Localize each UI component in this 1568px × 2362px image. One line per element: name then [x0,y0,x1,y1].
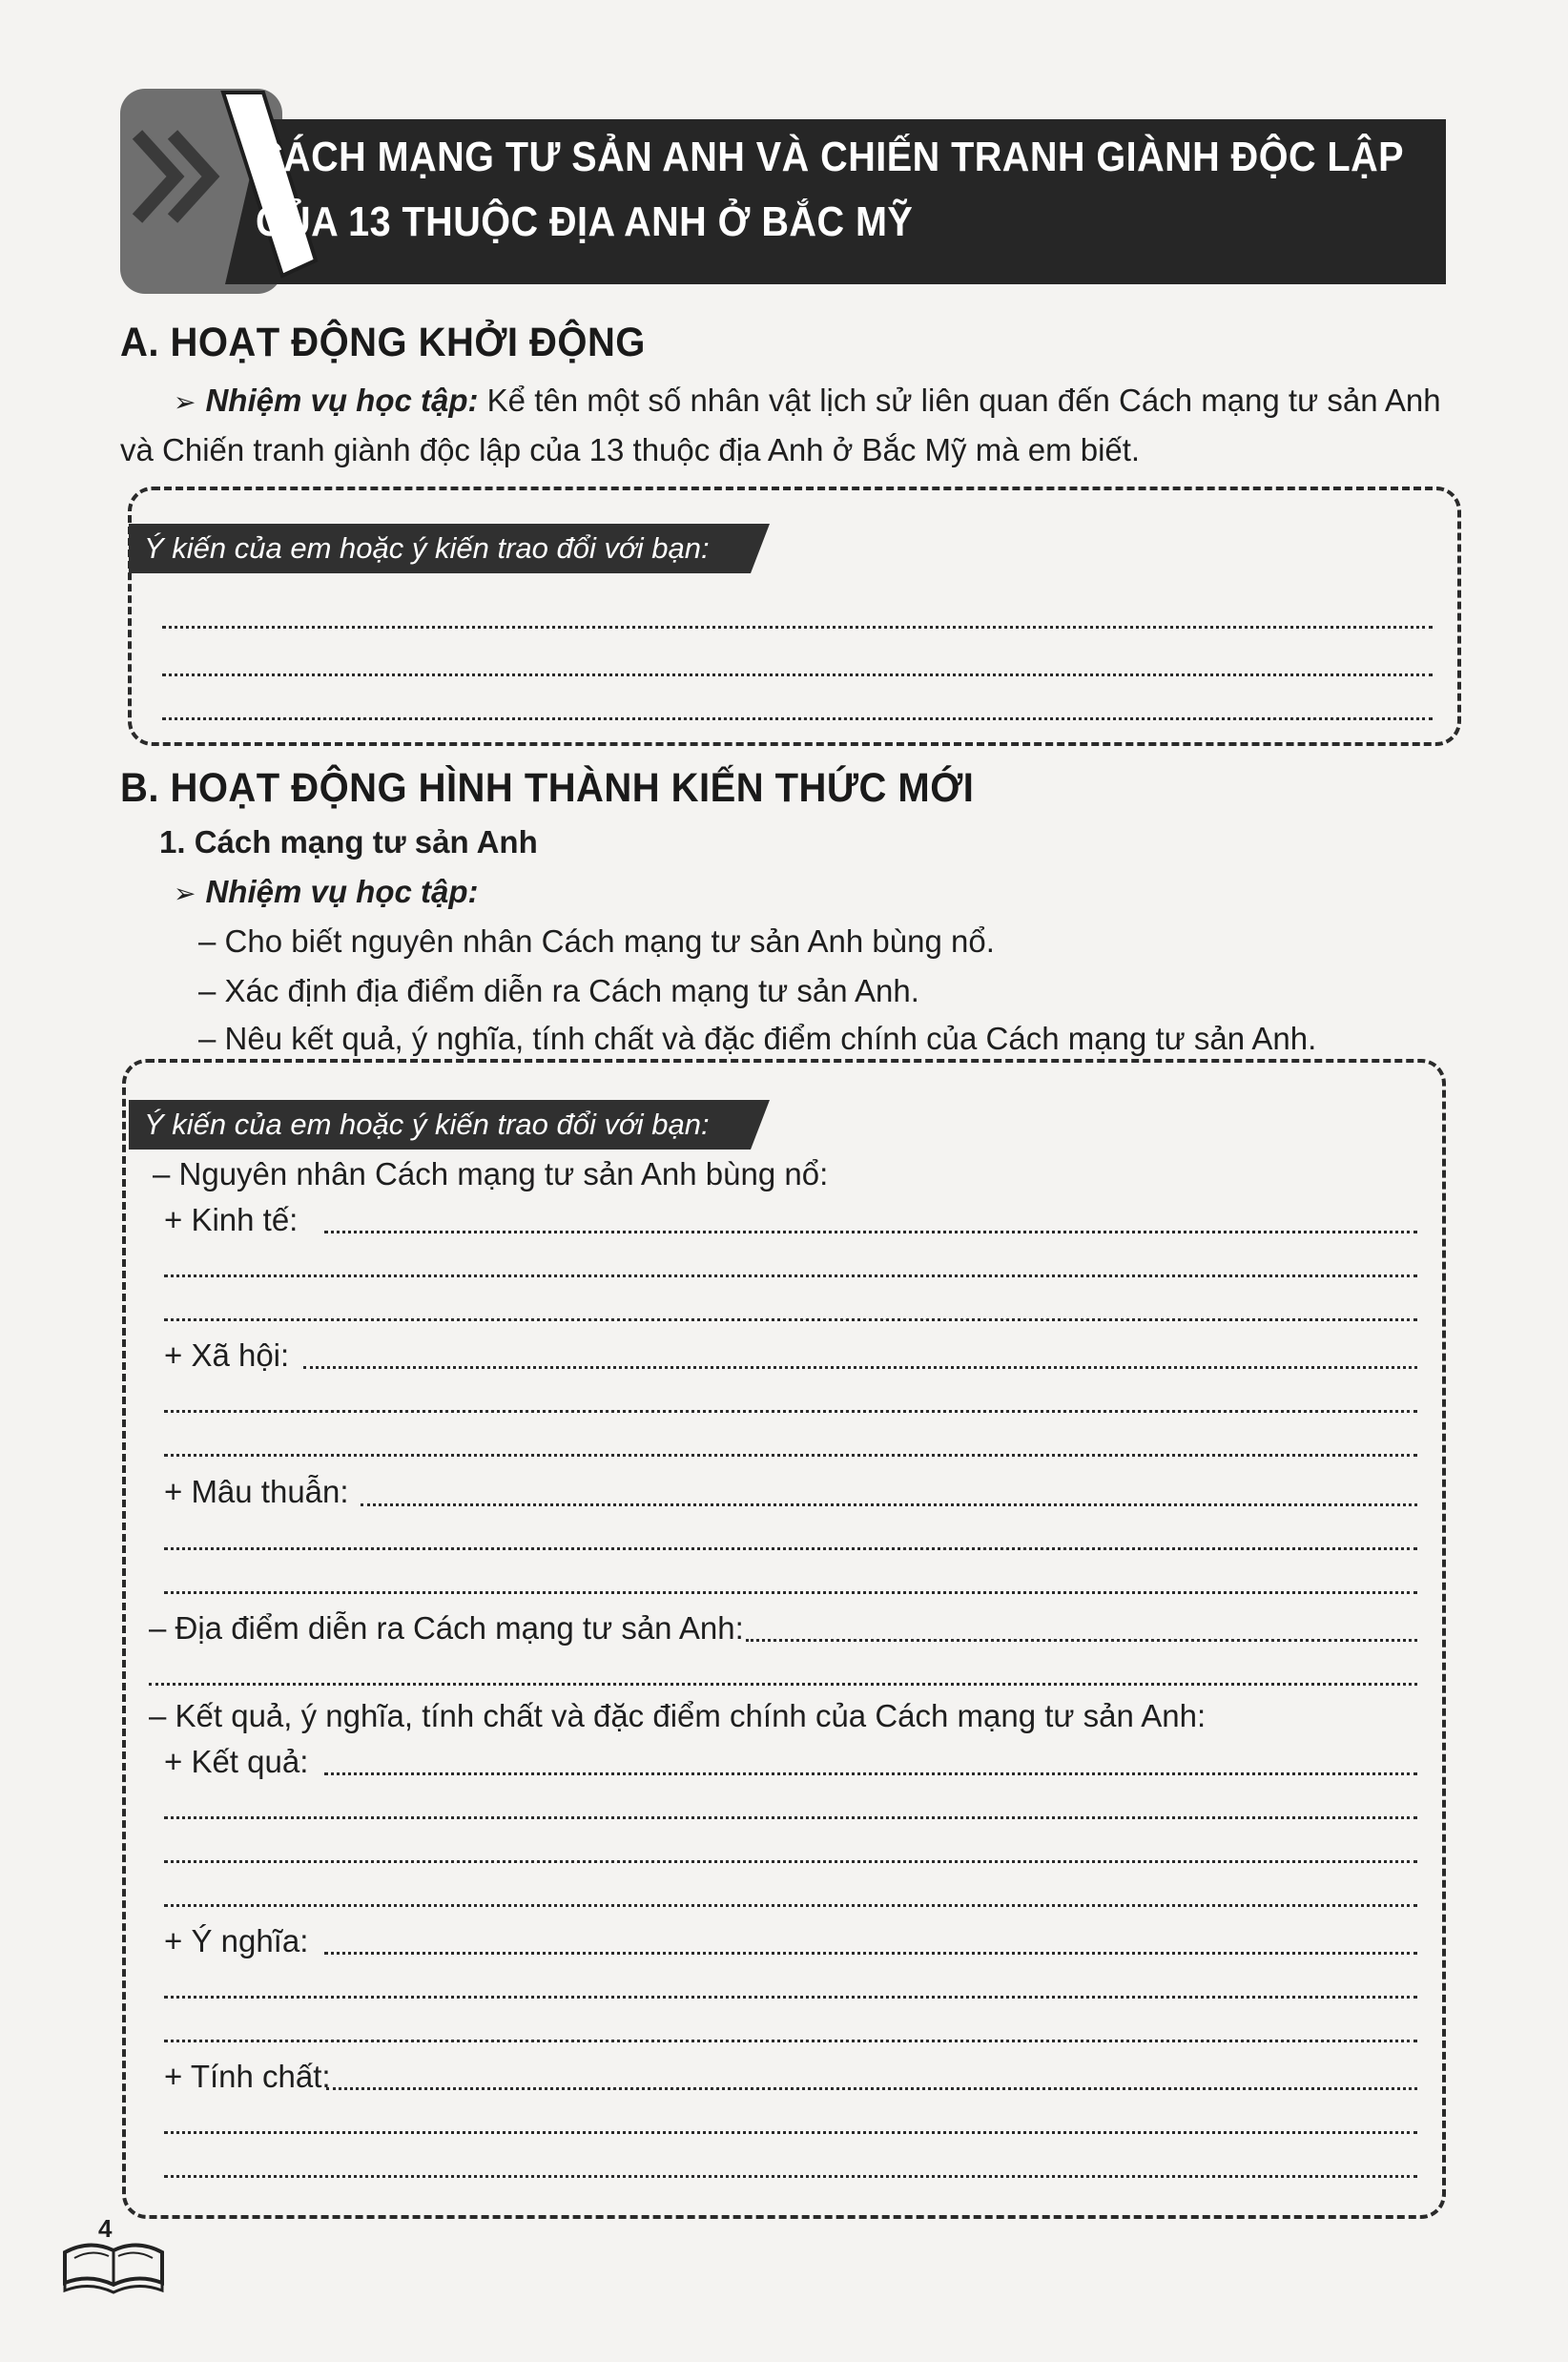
answer-line[interactable] [164,1318,1417,1321]
arrow-bullet-icon: ➢ [174,879,196,908]
answer-line[interactable] [164,1996,1417,1999]
answer-line[interactable] [164,1860,1417,1863]
result-prompt: + Kết quả: [164,1744,309,1779]
answer-box-b-label [129,1100,770,1150]
answer-line[interactable] [164,1816,1417,1819]
conflict-prompt: + Mâu thuẫn: [164,1474,349,1509]
task-text: Kể tên một số nhân vật lịch sử liên quan đến Cách mạng tư sản Anh [486,383,1441,418]
section-a-heading: A. HOẠT ĐỘNG KHỞI ĐỘNG [120,320,646,365]
open-book-icon [61,2235,166,2299]
answer-line[interactable] [746,1639,1417,1642]
answer-line[interactable] [164,1454,1417,1457]
nature-prompt: + Tính chất: [164,2059,331,2094]
answer-line[interactable] [303,1366,1417,1369]
page-number: 4 [98,2214,113,2243]
section-b-task-label [174,868,479,918]
location-prompt: – Địa điểm diễn ra Cách mạng tư sản Anh: [149,1610,744,1646]
task-item: – Xác định địa điểm diễn ra Cách mạng tư sản Anh. [198,973,919,1008]
cause-prompt: – Nguyên nhân Cách mạng tư sản Anh bùng nổ: [153,1156,829,1191]
answer-line[interactable] [324,1952,1417,1955]
answer-box-label-text: Ý kiến của em hoặc ý kiến trao đổi với bạn: [144,1108,710,1141]
society-prompt: + Xã hội: [164,1337,290,1373]
answer-line[interactable] [164,2175,1417,2178]
results-prompt: – Kết quả, ý nghĩa, tính chất và đặc điểm chính của Cách mạng tư sản Anh: [149,1698,1207,1733]
task-label: Nhiệm vụ học tập: [205,383,479,418]
answer-line[interactable] [164,1274,1417,1277]
task-item: – Cho biết nguyên nhân Cách mạng tư sản Anh bùng nổ. [198,923,995,959]
answer-line[interactable] [164,1410,1417,1413]
section-a-task-line-1 [174,377,1441,426]
answer-line[interactable] [324,1772,1417,1775]
answer-line[interactable] [162,717,1433,720]
economy-prompt: + Kinh tế: [164,1202,299,1237]
task-item: – Nêu kết quả, ý nghĩa, tính chất và đặc điểm chính của Cách mạng tư sản Anh. [198,1021,1317,1056]
answer-box-label-text: Ý kiến của em hoặc ý kiến trao đổi với bạn: [144,531,710,565]
task-label: Nhiệm vụ học tập: [205,874,479,909]
answer-line[interactable] [164,2131,1417,2134]
title-banner [120,89,1446,294]
answer-line[interactable] [164,1904,1417,1907]
answer-line[interactable] [162,626,1433,629]
chapter-title-line-2: CỦA 13 THUỘC ĐỊA ANH Ở BẮC MỸ [256,198,914,245]
chapter-title-line-1: CÁCH MẠNG TƯ SẢN ANH VÀ CHIẾN TRANH GIÀNH ĐỘC LẬP [256,134,1405,180]
answer-line[interactable] [164,2040,1417,2042]
answer-line[interactable] [326,2087,1417,2090]
answer-line[interactable] [164,1547,1417,1550]
section-b-heading: B. HOẠT ĐỘNG HÌNH THÀNH KIẾN THỨC MỚI [120,765,975,811]
subsection-heading: 1. Cách mạng tư sản Anh [159,824,538,860]
answer-line[interactable] [324,1231,1417,1233]
answer-box-a-label [129,524,770,573]
meaning-prompt: + Ý nghĩa: [164,1923,309,1958]
answer-line[interactable] [149,1683,1417,1686]
banner-shape [120,89,1446,294]
answer-line[interactable] [164,1591,1417,1594]
arrow-bullet-icon: ➢ [174,387,196,417]
answer-line[interactable] [361,1503,1417,1506]
answer-line[interactable] [162,673,1433,676]
section-a-task-line-2: và Chiến tranh giành độc lập của 13 thuộc địa Anh ở Bắc Mỹ mà em biết. [120,432,1141,467]
